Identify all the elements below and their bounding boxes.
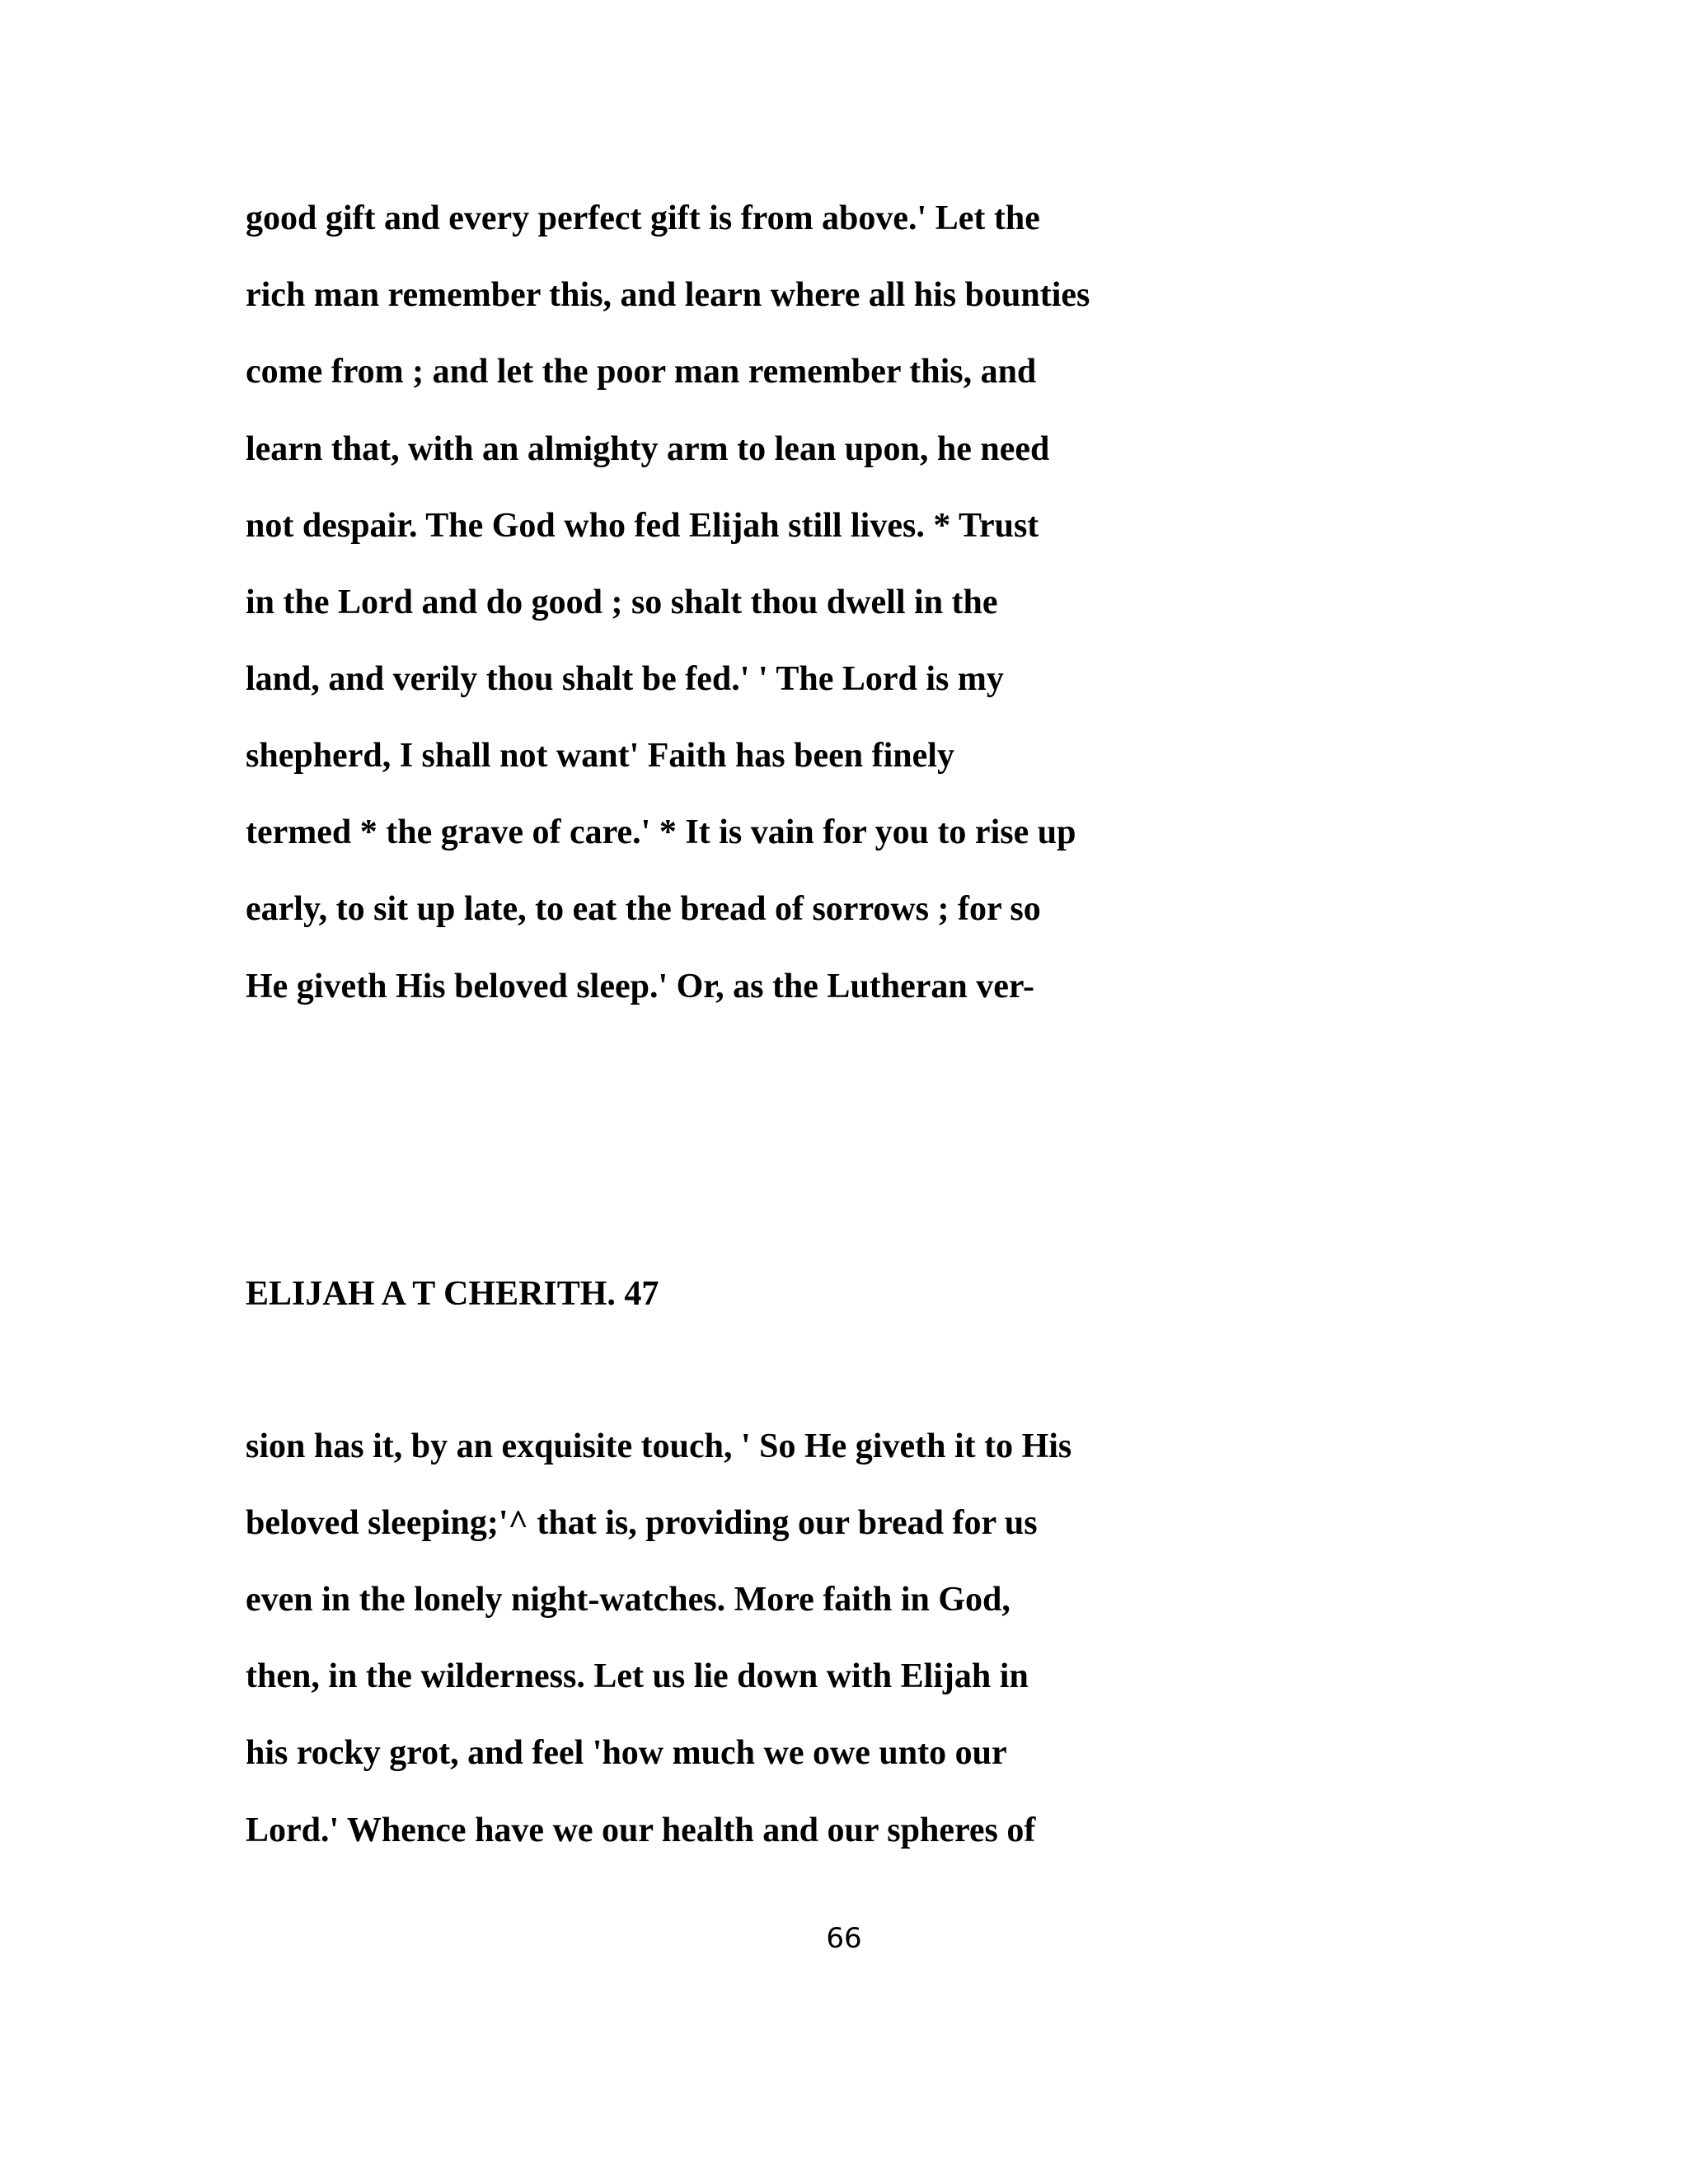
text-line: Lord.' Whence have we our health and our spheres of (246, 1811, 1036, 1849)
text-line: sion has it, by an exquisite touch, ' So He giveth it to His (246, 1427, 1072, 1465)
text-line: not despair. The God who fed Elijah still lives. * Trust (246, 507, 1039, 545)
text-line: termed * the grave of care.' * It is vain for you to rise up (246, 813, 1076, 851)
text-line: learn that, with an almighty arm to lean upon, he need (246, 430, 1050, 468)
text-line: beloved sleeping;'^ that is, providing our bread for us (246, 1504, 1038, 1542)
text-line: rich man remember this, and learn where all his bounties (246, 276, 1090, 314)
text-line: He giveth His beloved sleep.' Or, as the Lutheran ver- (246, 968, 1034, 1005)
running-header: ELIJAH A T CHERITH. 47 (246, 1275, 659, 1313)
text-line: good gift and every perfect gift is from above.' Let the (246, 199, 1040, 237)
text-line: early, to sit up late, to eat the bread of sorrows ; for so (246, 890, 1041, 928)
page-number: 66 (826, 1922, 862, 1955)
text-line: his rocky grot, and feel 'how much we owe unto our (246, 1734, 1007, 1772)
text-line: then, in the wilderness. Let us lie down with Elijah in (246, 1657, 1029, 1695)
text-line: in the Lord and do good ; so shalt thou dwell in the (246, 583, 998, 621)
text-line: come from ; and let the poor man remember this, and (246, 353, 1037, 391)
text-line: shepherd, I shall not want' Faith has been finely (246, 737, 954, 775)
text-line: land, and verily thou shalt be fed.' ' The Lord is my (246, 660, 1004, 698)
text-line: even in the lonely night-watches. More faith in God, (246, 1581, 1010, 1619)
